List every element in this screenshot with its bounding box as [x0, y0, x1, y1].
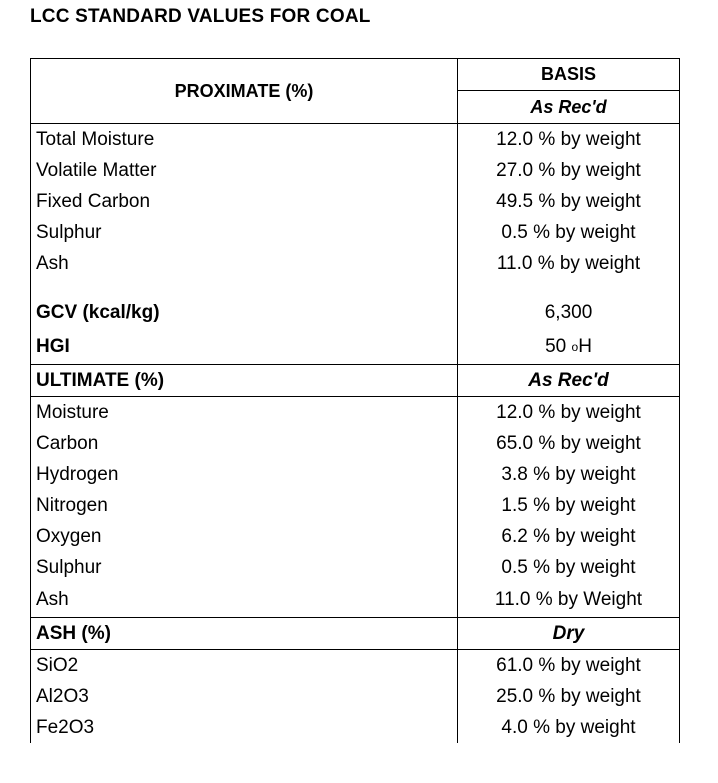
row-label: Ash — [36, 589, 69, 610]
row-value: 4.0 % by weight — [457, 712, 679, 743]
row-value: 27.0 % by weight — [457, 155, 679, 186]
row-label: Fixed Carbon — [36, 190, 151, 212]
coal-values-table — [30, 58, 680, 743]
basis-header — [457, 59, 679, 123]
row-label: Nitrogen — [36, 494, 108, 516]
table-row — [31, 521, 679, 552]
row-label: Hydrogen — [36, 463, 119, 485]
row-label: Sulphur — [36, 556, 102, 578]
ash-header-row — [31, 617, 679, 649]
row-value: 61.0 % by weight — [457, 650, 679, 681]
table-row — [31, 248, 679, 279]
row-value: 65.0 % by weight — [457, 428, 679, 459]
table-row — [31, 428, 679, 459]
table-row — [31, 186, 679, 217]
table-row — [31, 712, 679, 743]
ash-label: ASH (%) — [36, 622, 111, 644]
table-row — [31, 583, 679, 617]
row-value: 12.0 % by weight — [457, 397, 679, 428]
spacer-cell — [31, 279, 457, 296]
table-row — [31, 155, 679, 186]
table-row — [31, 681, 679, 712]
row-value: 6.2 % by weight — [457, 521, 679, 552]
table-row — [31, 217, 679, 248]
table-row — [31, 459, 679, 490]
row-value: 0.5 % by weight — [457, 217, 679, 248]
ultimate-basis: As Rec'd — [457, 365, 679, 396]
row-value: 12.0 % by weight — [457, 124, 679, 155]
basis-label: BASIS — [458, 59, 679, 91]
table-row — [31, 649, 679, 681]
table-header — [31, 59, 679, 124]
table-row — [31, 124, 679, 155]
row-label: Total Moisture — [36, 128, 155, 150]
hgi-row — [31, 330, 679, 364]
gcv-value: 6,300 — [457, 296, 679, 330]
row-value: 25.0 % by weight — [457, 681, 679, 712]
ultimate-header-row — [31, 364, 679, 396]
hgi-unit: H — [578, 336, 592, 357]
row-label: Volatile Matter — [36, 159, 157, 181]
row-label: SiO2 — [36, 654, 79, 676]
spacer-cell — [457, 279, 679, 296]
hgi-label: HGI — [36, 336, 70, 357]
row-label: Al2O3 — [36, 685, 89, 707]
row-label: Moisture — [36, 401, 109, 423]
degree-symbol: o — [571, 340, 579, 354]
hgi-value — [457, 330, 679, 364]
basis-sub-label: As Rec'd — [530, 96, 607, 117]
table-row — [31, 552, 679, 583]
table-row — [31, 490, 679, 521]
row-value: 1.5 % by weight — [457, 490, 679, 521]
row-label: Fe2O3 — [36, 716, 95, 738]
gcv-label: GCV (kcal/kg) — [36, 302, 160, 323]
table-row — [31, 396, 679, 428]
hgi-number: 50 — [545, 336, 567, 357]
ash-basis: Dry — [457, 618, 679, 649]
row-value: 49.5 % by weight — [457, 186, 679, 217]
row-label: Oxygen — [36, 525, 102, 547]
spacer-row — [31, 279, 679, 296]
row-label: Ash — [36, 252, 69, 274]
row-value: 3.8 % by weight — [457, 459, 679, 490]
row-label: Sulphur — [36, 221, 102, 243]
row-value: 11.0 % by weight — [457, 248, 679, 279]
row-value: 11.0 % by Weight — [457, 583, 679, 617]
proximate-header: PROXIMATE (%) — [174, 80, 314, 101]
page-title: LCC STANDARD VALUES FOR COAL — [30, 6, 371, 27]
gcv-row — [31, 296, 679, 330]
ultimate-label: ULTIMATE (%) — [36, 369, 165, 391]
row-label: Carbon — [36, 432, 99, 454]
row-value: 0.5 % by weight — [457, 552, 679, 583]
